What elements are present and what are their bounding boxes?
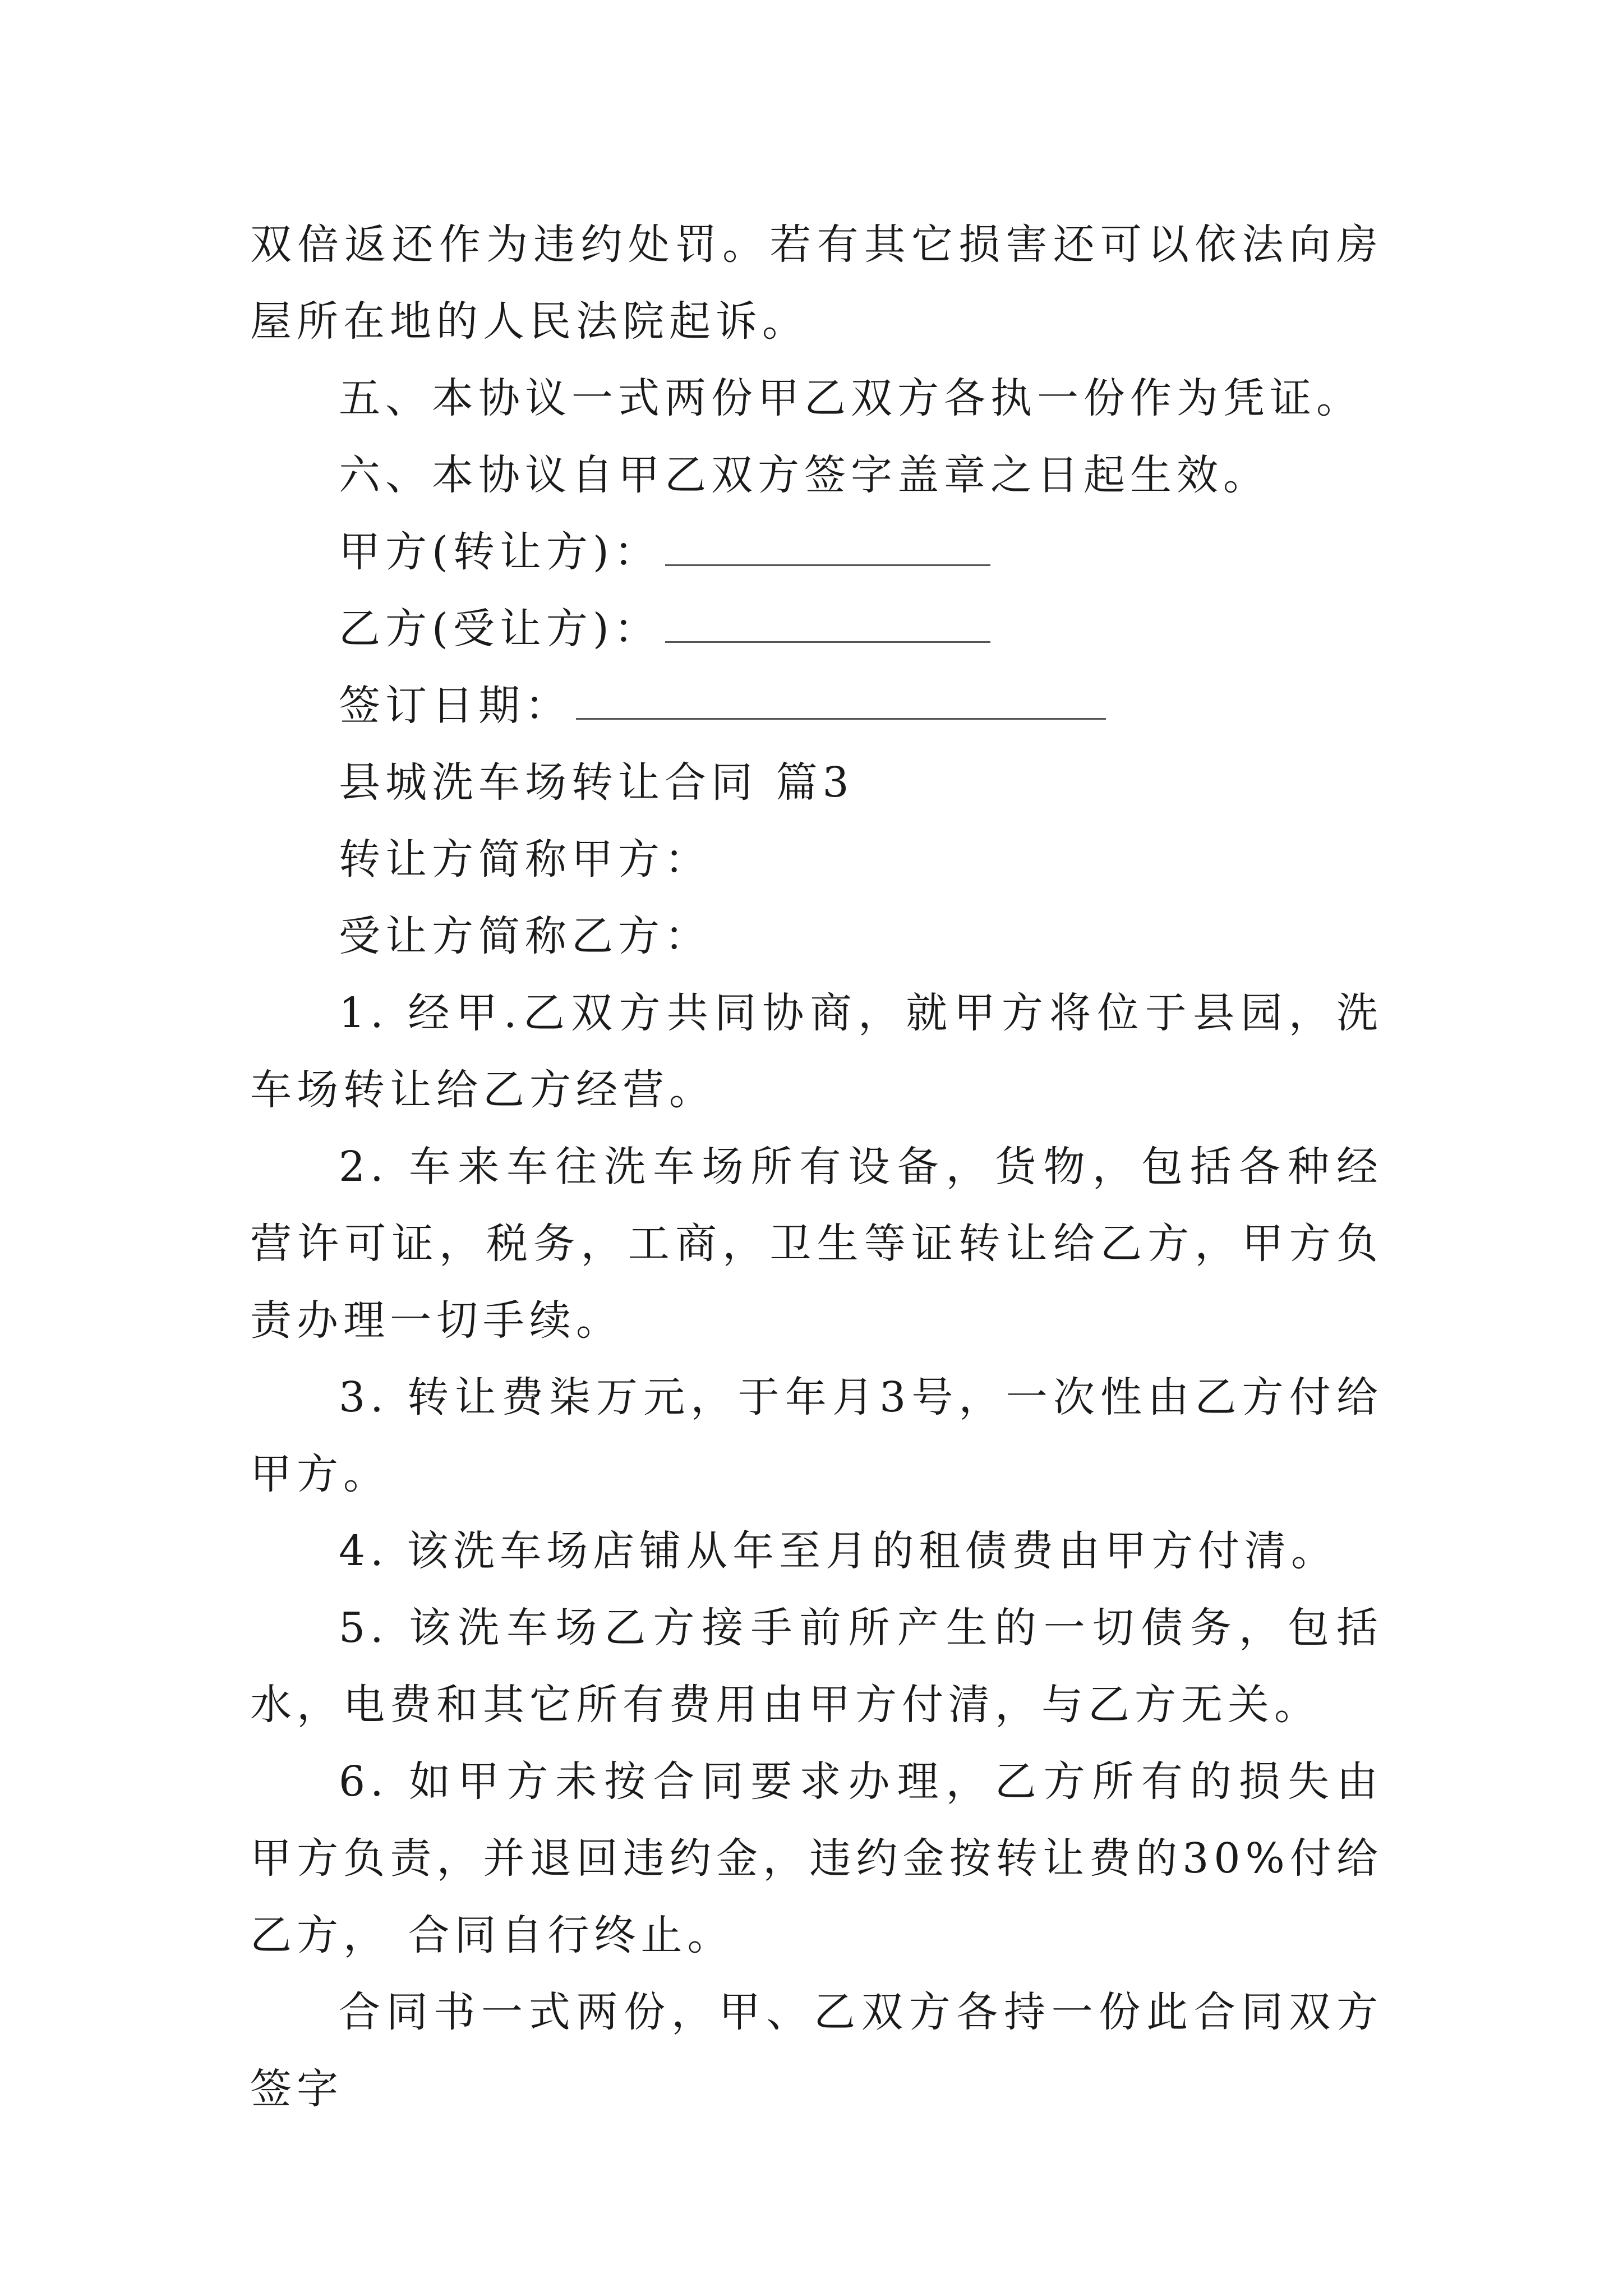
party-a-label: 甲方(转让方)： <box>339 528 661 576</box>
party-b-blank <box>665 606 990 643</box>
transferor-line: 转让方简称甲方： <box>339 835 711 884</box>
transferee-line: 受让方简称乙方： <box>339 912 711 960</box>
party-b-label: 乙方(受让方)： <box>339 605 661 653</box>
party-b-signature-line <box>250 591 1383 668</box>
document-body <box>250 206 1383 2128</box>
paragraph-penalty-end: 双倍返还作为违约处罚。若有其它损害还可以依法向房屋所在地的人民法院起诉。 <box>250 220 1383 346</box>
item-6: 6. 如甲方未按合同要求办理，乙方所有的损失由甲方负责，并退回违约金，违约金按转让费的30%付给乙方， 合同自行终止。 <box>250 1757 1383 1959</box>
signing-date-line <box>250 668 1383 744</box>
signing-date-blank <box>576 683 1106 720</box>
clause-six: 六、本协议自甲乙双方签字盖章之日起生效。 <box>339 451 1270 499</box>
item-1: 1. 经甲.乙双方共同协商，就甲方将位于县园，洗车场转让给乙方经营。 <box>250 989 1383 1114</box>
item-2: 2. 车来车往洗车场所有设备，货物，包括各种经营许可证，税务，工商，卫生等证转让给乙方，甲方负责办理一切手续。 <box>250 1143 1383 1345</box>
section-title: 县城洗车场转让合同 篇3 <box>339 758 854 807</box>
party-a-blank <box>665 530 990 566</box>
item-4: 4. 该洗车场店铺从年至月的租债费由甲方付清。 <box>339 1527 1338 1575</box>
signing-date-label: 签订日期： <box>339 682 571 730</box>
item-3: 3. 转让费柒万元，于年月3号，一次性由乙方付给甲方。 <box>250 1373 1383 1498</box>
clause-five: 五、本协议一式两份甲乙双方各执一份作为凭证。 <box>339 374 1363 422</box>
item-5: 5. 该洗车场乙方接手前所产生的一切债务，包括水，电费和其它所有费用由甲方付清，与乙方无关。 <box>250 1604 1383 1729</box>
party-a-signature-line <box>250 514 1383 591</box>
closing-paragraph: 合同书一式两份，甲、乙双方各持一份此合同双方签字 <box>250 1988 1383 2113</box>
